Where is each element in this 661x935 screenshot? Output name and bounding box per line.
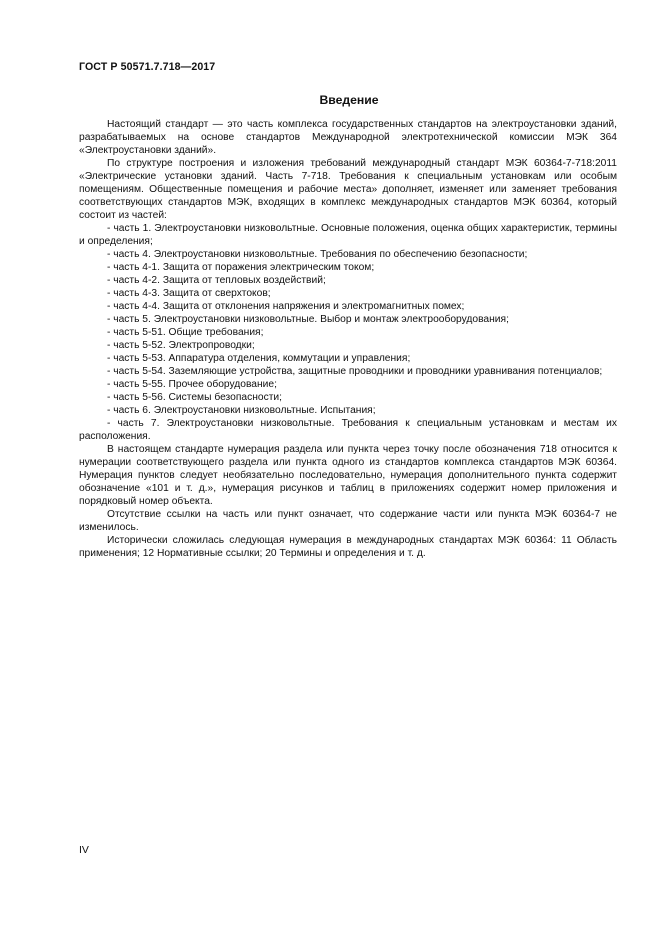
document-code-header: ГОСТ Р 50571.7.718—2017 [79,61,216,73]
introduction-body [79,118,617,560]
list-item: - часть 5-55. Прочее оборудование; [107,379,277,390]
paragraph: Настоящий стандарт — это часть комплекса государственных стандартов на электроустановки зданий, разрабатываемых на основе стандартов Международной электротехнической комиссии МЭК 364 «Электроустановки зданий». [79,119,617,156]
parts-list [79,222,617,443]
list-item: - часть 4-1. Защита от поражения электрическим током; [107,262,375,273]
paragraph: Исторически сложилась следующая нумерация в международных стандартах МЭК 60364: 11 Область применения; 12 Нормативные ссылки; 20 Термины и определения и т. д. [79,535,617,559]
list-item: - часть 5. Электроустановки низковольтные. Выбор и монтаж электрооборудования; [107,314,509,325]
list-item: - часть 5-51. Общие требования; [107,327,264,338]
list-item: - часть 4-3. Защита от сверхтоков; [107,288,271,299]
list-item: - часть 4-2. Защита от тепловых воздействий; [107,275,326,286]
list-item: - часть 6. Электроустановки низковольтные. Испытания; [107,405,376,416]
paragraph: Отсутствие ссылки на часть или пункт означает, что содержание части или пункта МЭК 60364-7 не изменилось. [79,509,617,533]
paragraph: В настоящем стандарте нумерация раздела или пункта через точку после обозначения 718 относится к нумерации соответствующего раздела или пункта одного из стандартов комплекса стандартов МЭК 60364. Нумерация пунктов следует необязательно последовательно, нумерация дополнительного пункта содержит обозначение «101 и т. д.», нумерация рисунков и таблиц в приложениях содержит номер приложения и порядковый номер объекта. [79,444,617,507]
list-item: - часть 7. Электроустановки низковольтные. Требования к специальным установкам и местам их расположения. [79,418,617,442]
list-item: - часть 1. Электроустановки низковольтные. Основные положения, оценка общих характеристик, термины и определения; [79,223,617,247]
list-item: - часть 5-52. Электропроводки; [107,340,255,351]
list-item: - часть 5-54. Заземляющие устройства, защитные проводники и проводники уравнивания потенциалов; [107,366,603,377]
list-item: - часть 5-53. Аппаратура отделения, коммутации и управления; [107,353,411,364]
list-item: - часть 4. Электроустановки низковольтные. Требования по обеспечению безопасности; [107,249,528,260]
page-number: IV [79,844,89,856]
paragraph: По структуре построения и изложения требований международный стандарт МЭК 60364-7-718:2011 «Электрические установки зданий. Часть 7-718. Требования к специальным установкам или особым помещениям. Общественные помещения и рабочие места» дополняет, изменяет или заменяет требования соответствующих стандартов МЭК, входящих в комплекс международных стандартов МЭК 60364, который состоит из частей: [79,158,617,221]
list-item: - часть 4-4. Защита от отклонения напряжения и электромагнитных помех; [107,301,465,312]
section-title: Введение [319,93,379,107]
list-item: - часть 5-56. Системы безопасности; [107,392,282,403]
